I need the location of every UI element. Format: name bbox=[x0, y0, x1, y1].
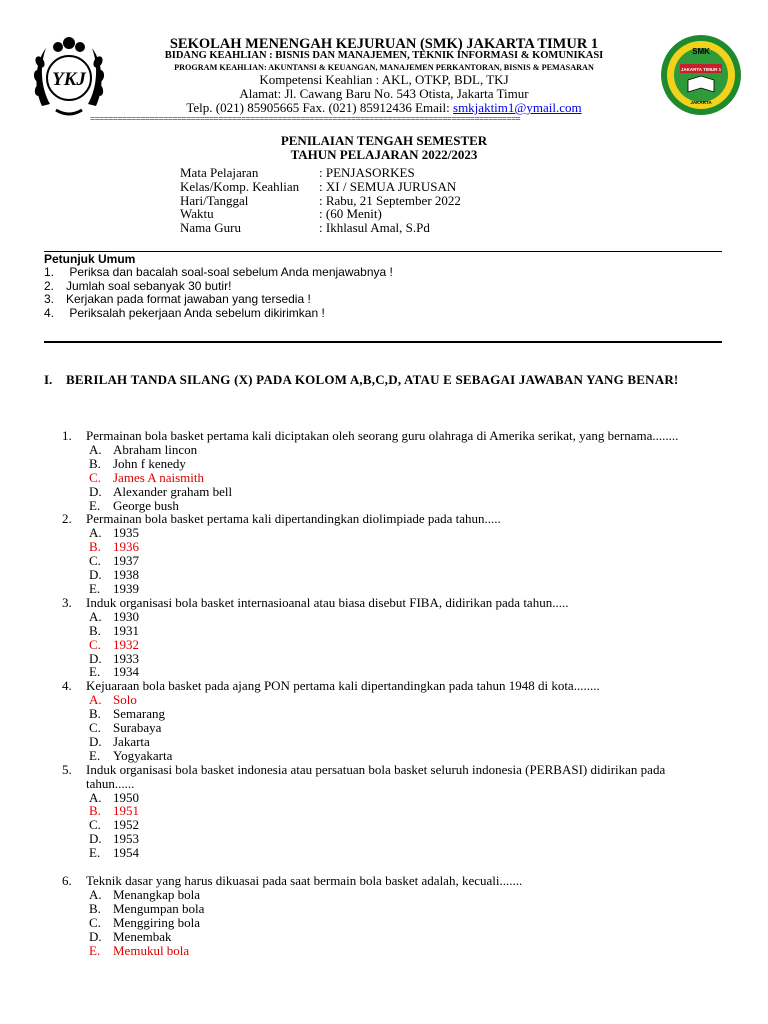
option-text: Mengumpan bola bbox=[113, 900, 205, 916]
option-text: 1939 bbox=[113, 580, 139, 596]
general-instructions bbox=[44, 251, 722, 320]
contact-line bbox=[0, 100, 768, 116]
correct-answer-option[interactable] bbox=[0, 540, 768, 554]
question-number: 2. bbox=[62, 511, 72, 527]
option-letter: C. bbox=[89, 636, 101, 652]
option-letter: A. bbox=[89, 692, 102, 708]
section-divider bbox=[44, 341, 722, 343]
answer-option[interactable] bbox=[0, 568, 768, 582]
phone-text: Telp. (021) 85905665 Fax. (021) 85912436 Email: bbox=[186, 100, 454, 115]
exam-title: PENILAIAN TENGAH SEMESTER bbox=[280, 133, 488, 148]
info-row bbox=[180, 207, 461, 221]
option-letter: B. bbox=[89, 900, 101, 916]
question-5 bbox=[0, 763, 686, 791]
logo-right-top-text: SMK bbox=[692, 47, 710, 56]
logo-right-bottom-text: JAKARTA bbox=[690, 100, 712, 105]
option-letter: A. bbox=[89, 886, 102, 902]
option-letter: E. bbox=[89, 497, 101, 513]
answer-option[interactable] bbox=[0, 721, 768, 735]
question-1 bbox=[0, 429, 686, 443]
option-letter: D. bbox=[89, 650, 102, 666]
question-text: Induk organisasi bola basket internasioanal atau biasa disebut FIBA, didirikan pada tahun..... bbox=[86, 594, 569, 610]
info-value: : (60 Menit) bbox=[319, 206, 382, 222]
option-letter: A. bbox=[89, 525, 102, 541]
address-line: Alamat: Jl. Cawang Baru No. 543 Otista, Jakarta Timur bbox=[239, 86, 529, 101]
option-text: 1934 bbox=[113, 664, 139, 680]
option-text: Alexander graham bell bbox=[113, 483, 233, 499]
correct-answer-option[interactable] bbox=[0, 693, 768, 707]
option-text: 1937 bbox=[113, 553, 139, 569]
answer-option[interactable] bbox=[0, 485, 768, 499]
info-label: Mata Pelajaran bbox=[180, 165, 259, 180]
option-letter: C. bbox=[89, 720, 101, 736]
instruction-item bbox=[44, 307, 722, 321]
answer-option[interactable] bbox=[0, 846, 768, 860]
info-row bbox=[180, 194, 461, 208]
option-text: Yogyakarta bbox=[113, 747, 173, 763]
answer-option[interactable] bbox=[0, 526, 768, 540]
info-row bbox=[180, 166, 461, 180]
answer-option[interactable] bbox=[0, 930, 768, 944]
instruction-text: Periksa dan bacalah soal-soal sebelum Anda menjawabnya ! bbox=[66, 265, 393, 279]
instruction-item bbox=[44, 280, 722, 294]
option-text: John f kenedy bbox=[113, 455, 186, 471]
answer-option[interactable] bbox=[0, 916, 768, 930]
answer-option[interactable] bbox=[0, 818, 768, 832]
question-text: Induk organisasi bola basket indonesia atau persatuan bola basket seluruh indonesia (PERBASI) didirikan pada tahun...... bbox=[86, 761, 666, 791]
info-value: : Rabu, 21 September 2022 bbox=[319, 192, 461, 208]
question-3 bbox=[0, 596, 686, 610]
option-text: Menggiring bola bbox=[113, 914, 201, 930]
instruction-number: 1. bbox=[44, 265, 55, 279]
option-text: Semarang bbox=[113, 706, 165, 722]
option-text: 1938 bbox=[113, 567, 139, 583]
option-letter: E. bbox=[89, 580, 101, 596]
question-text: Kejuaraan bola basket pada ajang PON pertama kali dipertandingkan pada tahun 1948 di kota........ bbox=[86, 678, 600, 694]
question-text: Permainan bola basket pertama kali dipertandingkan diolimpiade pada tahun..... bbox=[86, 511, 501, 527]
question-text: Permainan bola basket pertama kali diciptakan oleh seorang guru olahraga di Amerika serikat, yang bernama........ bbox=[86, 428, 679, 443]
school-name: SEKOLAH MENENGAH KEJURUAN (SMK) JAKARTA TIMUR 1 bbox=[169, 36, 599, 52]
question-number: 5. bbox=[62, 761, 72, 777]
instruction-number: 4. bbox=[44, 305, 55, 320]
question-number: 1. bbox=[62, 428, 72, 443]
option-letter: E. bbox=[89, 747, 101, 763]
instruction-text: Periksalah pekerjaan Anda sebelum dikirimkan ! bbox=[66, 305, 325, 320]
option-letter: B. bbox=[89, 706, 101, 722]
answer-option[interactable] bbox=[0, 610, 768, 624]
option-letter: C. bbox=[89, 469, 101, 485]
question-gap bbox=[0, 860, 768, 874]
question-6 bbox=[0, 874, 686, 888]
correct-answer-option[interactable] bbox=[0, 944, 768, 958]
correct-answer-option[interactable] bbox=[0, 804, 768, 818]
instruction-item bbox=[44, 293, 722, 307]
option-text: 1951 bbox=[113, 803, 139, 819]
logo-right-ribbon-text: JAKARTA TIMUR 1 bbox=[680, 67, 722, 72]
instruction-number: 3. bbox=[44, 292, 55, 307]
option-text: Surabaya bbox=[113, 720, 162, 736]
answer-option[interactable] bbox=[0, 888, 768, 902]
option-letter: C. bbox=[89, 553, 101, 569]
question-number: 4. bbox=[62, 678, 72, 694]
question-4 bbox=[0, 679, 686, 693]
option-letter: B. bbox=[89, 622, 101, 638]
answer-option[interactable] bbox=[0, 665, 768, 679]
info-row bbox=[180, 221, 461, 235]
option-text: Solo bbox=[113, 692, 137, 708]
answer-option[interactable] bbox=[0, 735, 768, 749]
section-number: I. bbox=[44, 372, 53, 387]
option-letter: A. bbox=[89, 789, 102, 805]
answer-option[interactable] bbox=[0, 554, 768, 568]
option-text: George bush bbox=[113, 497, 179, 513]
question-number: 6. bbox=[62, 872, 72, 888]
option-letter: E. bbox=[89, 845, 101, 861]
answer-option[interactable] bbox=[0, 499, 768, 513]
option-text: 1950 bbox=[113, 789, 139, 805]
info-value: : PENJASORKES bbox=[319, 165, 415, 180]
logo-left-text: YKJ bbox=[52, 69, 86, 90]
option-letter: D. bbox=[89, 928, 102, 944]
option-text: Menembak bbox=[113, 928, 172, 944]
option-letter: E. bbox=[89, 942, 101, 958]
info-row bbox=[180, 180, 461, 194]
option-letter: A. bbox=[89, 441, 102, 457]
answer-option[interactable] bbox=[0, 624, 768, 638]
exam-info bbox=[180, 166, 461, 235]
answer-option[interactable] bbox=[0, 652, 768, 666]
instruction-text: Kerjakan pada format jawaban yang tersedia ! bbox=[66, 292, 311, 307]
option-text: 1931 bbox=[113, 622, 139, 638]
option-text: 1933 bbox=[113, 650, 139, 666]
option-text: 1932 bbox=[113, 636, 139, 652]
question-list bbox=[0, 429, 768, 957]
option-letter: D. bbox=[89, 483, 102, 499]
department-line: BIDANG KEAHLIAN : BISNIS DAN MANAJEMEN, TEKNIK INFORMASI & KOMUNIKASI bbox=[164, 50, 604, 61]
email-link[interactable]: smkjaktim1@ymail.com bbox=[453, 100, 582, 115]
instructions-heading: Petunjuk Umum bbox=[44, 252, 136, 266]
info-value: : Ikhlasul Amal, S.Pd bbox=[319, 220, 430, 236]
answer-option[interactable] bbox=[0, 582, 768, 596]
info-label: Kelas/Komp. Keahlian bbox=[180, 178, 300, 194]
correct-answer-option[interactable] bbox=[0, 471, 768, 485]
answer-option[interactable] bbox=[0, 457, 768, 471]
option-text: 1930 bbox=[113, 608, 139, 624]
option-text: Jakarta bbox=[113, 733, 150, 749]
section-instruction: BERILAH TANDA SILANG (X) PADA KOLOM A,B,C,D, ATAU E SEBAGAI JAWABAN YANG BENAR! bbox=[66, 372, 679, 387]
exam-year: TAHUN PELAJARAN 2022/2023 bbox=[290, 147, 478, 162]
option-text: Menangkap bola bbox=[113, 886, 201, 902]
answer-option[interactable] bbox=[0, 832, 768, 846]
option-text: 1954 bbox=[113, 845, 139, 861]
answer-option[interactable] bbox=[0, 791, 768, 805]
instruction-number: 2. bbox=[44, 278, 55, 293]
info-label: Waktu bbox=[180, 206, 214, 222]
answer-option[interactable] bbox=[0, 707, 768, 721]
question-number: 3. bbox=[62, 594, 72, 610]
answer-option[interactable] bbox=[0, 749, 768, 763]
info-label: Hari/Tanggal bbox=[180, 192, 249, 208]
answer-option[interactable] bbox=[0, 443, 768, 457]
option-letter: A. bbox=[89, 608, 102, 624]
option-letter: D. bbox=[89, 567, 102, 583]
option-text: 1935 bbox=[113, 525, 139, 541]
option-letter: D. bbox=[89, 733, 102, 749]
answer-option[interactable] bbox=[0, 902, 768, 916]
option-letter: B. bbox=[89, 455, 101, 471]
correct-answer-option[interactable] bbox=[0, 638, 768, 652]
question-2 bbox=[0, 512, 686, 526]
instruction-text: Jumlah soal sebanyak 30 butir! bbox=[66, 278, 232, 293]
option-letter: E. bbox=[89, 664, 101, 680]
program-line: PROGRAM KEAHLIAN: AKUNTANSI & KEUANGAN, MANAJEMEN PERKANTORAN, BISNIS & PEMASARAN bbox=[174, 63, 594, 72]
question-text: Teknik dasar yang harus dikuasai pada saat bermain bola basket adalah, kecuali....... bbox=[86, 872, 523, 888]
info-label: Nama Guru bbox=[180, 220, 242, 236]
option-text: James A naismith bbox=[113, 469, 204, 485]
option-text: 1953 bbox=[113, 831, 139, 847]
option-text: 1936 bbox=[113, 539, 139, 555]
option-letter: C. bbox=[89, 817, 101, 833]
option-letter: B. bbox=[89, 539, 101, 555]
letterhead-double-rule: ============================================================================================== bbox=[90, 116, 521, 122]
option-letter: D. bbox=[89, 831, 102, 847]
instruction-item bbox=[44, 266, 722, 280]
section-heading bbox=[44, 373, 724, 387]
option-text: 1952 bbox=[113, 817, 139, 833]
option-text: Memukul bola bbox=[113, 942, 190, 958]
option-letter: C. bbox=[89, 914, 101, 930]
option-letter: B. bbox=[89, 803, 101, 819]
kompetensi-line: Kompetensi Keahlian : AKL, OTKP, BDL, TKJ bbox=[259, 72, 509, 87]
option-text: Abraham lincon bbox=[113, 441, 198, 457]
info-value: : XI / SEMUA JURUSAN bbox=[319, 178, 457, 194]
